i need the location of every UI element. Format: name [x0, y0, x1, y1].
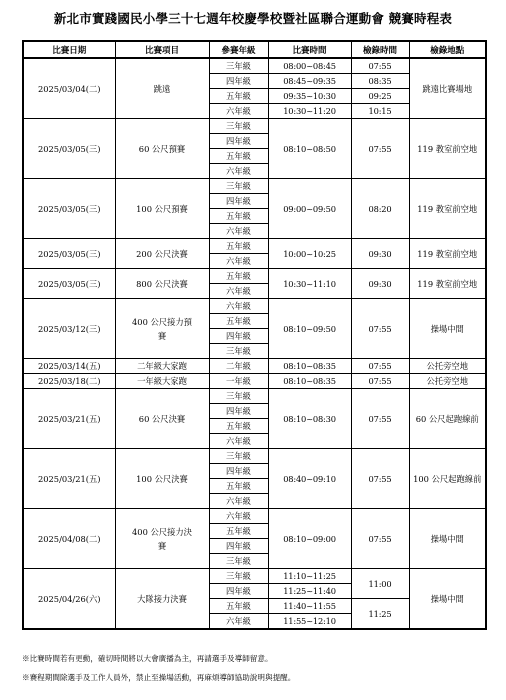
table-row: [23, 58, 486, 74]
date-cell: 2025/03/05(三): [23, 239, 115, 269]
grade-cell: 一年級: [209, 374, 268, 389]
grade-cell: 五年級: [209, 419, 268, 434]
checkin-cell: 10:15: [351, 104, 409, 119]
grade-cell: 四年級: [209, 194, 268, 209]
table-row: [23, 179, 486, 194]
table-row: [23, 359, 486, 374]
event-label: 400 公尺接力預賽: [132, 316, 192, 341]
grade-cell: 六年級: [209, 284, 268, 299]
grade-cell: 四年級: [209, 134, 268, 149]
time-cell: 08:00~08:45: [268, 58, 351, 74]
checkin-cell: 07:55: [351, 389, 409, 449]
grade-cell: 三年級: [209, 344, 268, 359]
event-cell: 二年級大家跑: [115, 359, 209, 374]
header-row: [23, 41, 486, 58]
checkin-cell: 07:55: [351, 449, 409, 509]
date-cell: 2025/04/26(六): [23, 569, 115, 630]
time-cell: 11:40~11:55: [268, 599, 351, 614]
time-cell: 08:10~08:35: [268, 374, 351, 389]
event-cell: 一年級大家跑: [115, 374, 209, 389]
event-cell: 100 公尺決賽: [115, 449, 209, 509]
checkin-cell: 09:30: [351, 239, 409, 269]
time-cell: 08:45~09:35: [268, 74, 351, 89]
grade-cell: 三年級: [209, 554, 268, 569]
place-cell: 公托旁空地: [409, 374, 486, 389]
checkin-cell: 09:25: [351, 89, 409, 104]
grade-cell: 六年級: [209, 434, 268, 449]
grade-cell: 三年級: [209, 58, 268, 74]
checkin-cell: 07:55: [351, 119, 409, 179]
time-cell: 08:40~09:10: [268, 449, 351, 509]
time-cell: 08:10~09:50: [268, 299, 351, 359]
time-cell: 08:10~08:35: [268, 359, 351, 374]
date-cell: 2025/03/04(二): [23, 58, 115, 119]
grade-cell: 二年級: [209, 359, 268, 374]
event-cell: [115, 299, 209, 359]
date-cell: 2025/04/08(二): [23, 509, 115, 569]
event-cell: 大隊接力決賽: [115, 569, 209, 630]
header-date: 比賽日期: [23, 41, 115, 58]
event-cell: 60 公尺預賽: [115, 119, 209, 179]
schedule-table: [22, 40, 487, 630]
event-cell: 60 公尺決賽: [115, 389, 209, 449]
checkin-cell: 08:35: [351, 74, 409, 89]
place-cell: 100 公尺起跑線前: [409, 449, 486, 509]
time-cell: 09:35~10:30: [268, 89, 351, 104]
grade-cell: 五年級: [209, 239, 268, 254]
place-cell: 119 教室前空地: [409, 269, 486, 299]
date-cell: 2025/03/05(三): [23, 269, 115, 299]
grade-cell: 五年級: [209, 599, 268, 614]
grade-cell: 四年級: [209, 404, 268, 419]
date-cell: 2025/03/18(二): [23, 374, 115, 389]
place-cell: 公托旁空地: [409, 359, 486, 374]
grade-cell: 五年級: [209, 314, 268, 329]
place-cell: 操場中間: [409, 509, 486, 569]
grade-cell: 六年級: [209, 254, 268, 269]
place-cell: 操場中間: [409, 299, 486, 359]
time-cell: 08:10~09:00: [268, 509, 351, 569]
event-cell: 跳遠: [115, 58, 209, 119]
table-row: [23, 569, 486, 584]
table-row: [23, 299, 486, 314]
checkin-cell: 11:25: [351, 599, 409, 630]
checkin-cell: 11:00: [351, 569, 409, 599]
event-cell: [115, 509, 209, 569]
time-cell: 08:10~08:30: [268, 389, 351, 449]
time-cell: 11:10~11:25: [268, 569, 351, 584]
table-row: [23, 374, 486, 389]
grade-cell: 四年級: [209, 464, 268, 479]
grade-cell: 五年級: [209, 89, 268, 104]
time-cell: 11:55~12:10: [268, 614, 351, 630]
grade-cell: 三年級: [209, 569, 268, 584]
event-cell: 200 公尺決賽: [115, 239, 209, 269]
note-timing: ※比賽時間若有更動，確切時間將以大會廣播為主，再請選手及導師留意。: [22, 654, 273, 663]
grade-cell: 四年級: [209, 539, 268, 554]
table-row: [23, 509, 486, 524]
grade-cell: 五年級: [209, 149, 268, 164]
event-cell: 800 公尺決賽: [115, 269, 209, 299]
checkin-cell: 07:55: [351, 58, 409, 74]
event-cell: 100 公尺預賽: [115, 179, 209, 239]
time-cell: 09:00~09:50: [268, 179, 351, 239]
table-row: [23, 239, 486, 254]
grade-cell: 四年級: [209, 329, 268, 344]
table-row: [23, 389, 486, 404]
header-time: 比賽時間: [268, 41, 351, 58]
page-title: 新北市實踐國民小學三十七週年校慶學校暨社區聯合運動會 競賽時程表: [53, 11, 453, 26]
grade-cell: 五年級: [209, 524, 268, 539]
grade-cell: 五年級: [209, 209, 268, 224]
date-cell: 2025/03/05(三): [23, 179, 115, 239]
grade-cell: 六年級: [209, 104, 268, 119]
date-cell: 2025/03/21(五): [23, 449, 115, 509]
table-row: [23, 269, 486, 284]
place-cell: 操場中間: [409, 569, 486, 630]
place-cell: 119 教室前空地: [409, 179, 486, 239]
table-row: [23, 449, 486, 464]
header-event: 比賽項目: [115, 41, 209, 58]
event-label: 400 公尺接力決賽: [132, 526, 192, 551]
date-cell: 2025/03/21(五): [23, 389, 115, 449]
grade-cell: 六年級: [209, 299, 268, 314]
table-row: [23, 119, 486, 134]
checkin-cell: 09:30: [351, 269, 409, 299]
time-cell: 11:25~11:40: [268, 584, 351, 599]
time-cell: 10:30~11:20: [268, 104, 351, 119]
checkin-cell: 07:55: [351, 359, 409, 374]
checkin-cell: 07:55: [351, 509, 409, 569]
grade-cell: 五年級: [209, 479, 268, 494]
grade-cell: 六年級: [209, 614, 268, 630]
time-cell: 10:00~10:25: [268, 239, 351, 269]
grade-cell: 五年級: [209, 269, 268, 284]
checkin-cell: 08:20: [351, 179, 409, 239]
date-cell: 2025/03/14(五): [23, 359, 115, 374]
grade-cell: 四年級: [209, 584, 268, 599]
grade-cell: 三年級: [209, 389, 268, 404]
grade-cell: 六年級: [209, 164, 268, 179]
date-cell: 2025/03/12(三): [23, 299, 115, 359]
checkin-cell: 07:55: [351, 374, 409, 389]
place-cell: 119 教室前空地: [409, 119, 486, 179]
time-cell: 10:30~11:10: [268, 269, 351, 299]
place-cell: 60 公尺起跑線前: [409, 389, 486, 449]
place-cell: 119 教室前空地: [409, 239, 486, 269]
grade-cell: 三年級: [209, 179, 268, 194]
header-grade: 參賽年級: [209, 41, 268, 58]
header-place: 檢錄地點: [409, 41, 486, 58]
grade-cell: 六年級: [209, 494, 268, 509]
grade-cell: 六年級: [209, 224, 268, 239]
grade-cell: 三年級: [209, 119, 268, 134]
checkin-cell: 07:55: [351, 299, 409, 359]
place-cell: 跳遠比賽場地: [409, 58, 486, 119]
grade-cell: 四年級: [209, 74, 268, 89]
date-cell: 2025/03/05(三): [23, 119, 115, 179]
grade-cell: 三年級: [209, 449, 268, 464]
note-field-access: ※賽程期間除選手及工作人員外，禁止至操場活動，再麻煩導師協助說明與提醒。: [22, 673, 296, 682]
time-cell: 08:10~08:50: [268, 119, 351, 179]
grade-cell: 六年級: [209, 509, 268, 524]
header-checkin: 檢錄時間: [351, 41, 409, 58]
